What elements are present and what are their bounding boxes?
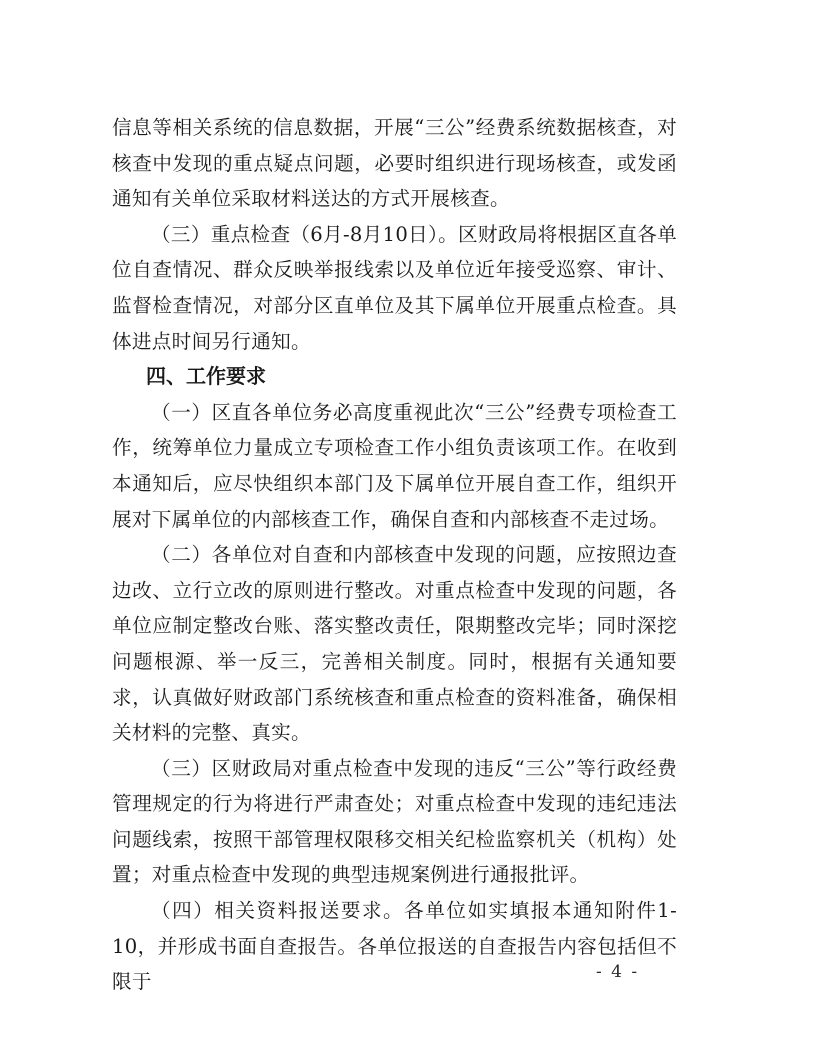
paragraph-requirement-3: （三）区财政局对重点检查中发现的违反“三公”等行政经费管理规定的行为将进行严肃查处；对重点检查中发现的违纪违法问题线索，按照干部管理权限移交相关纪检监察机关（机构）处置；对重点检查中发现的典型违规案例进行通报批评。 bbox=[112, 756, 677, 887]
paragraph-requirement-1: （一）区直各单位务必高度重视此次“三公”经费专项检查工作，统筹单位力量成立专项检查工作小组负责该项工作。在收到本通知后，应尽快组织本部门及下属单位开展自查工作，组织开展对下属单位的内部核查工作，确保自查和内部核查不走过场。 bbox=[112, 400, 677, 531]
paragraph-key-inspection: （三）重点检查（6月-8月10日）。区财政局将根据区直各单位自查情况、群众反映举报线索以及单位近年接受巡察、审计、监督检查情况，对部分区直单位及其下属单位开展重点检查。具体进点时间另行通知。 bbox=[112, 222, 677, 353]
paragraph-requirement-4: （四）相关资料报送要求。各单位如实填报本通知附件1-10，并形成书面自查报告。各单位报送的自查报告内容包括但不限于 bbox=[112, 899, 677, 994]
document-body bbox=[112, 110, 677, 1000]
page-number: - 4 - bbox=[596, 962, 640, 982]
section-heading-work-requirements: 四、工作要求 bbox=[146, 364, 266, 389]
paragraph-continuation: 信息等相关系统的信息数据，开展“三公”经费系统数据核查，对核查中发现的重点疑点问题，必要时组织进行现场核查，或发函通知有关单位采取材料送达的方式开展核查。 bbox=[112, 116, 677, 211]
paragraph-requirement-2: （二）各单位对自查和内部核查中发现的问题，应按照边查边改、立行立改的原则进行整改。对重点检查中发现的问题，各单位应制定整改台账、落实整改责任，限期整改完毕；同时深挖问题根源、举一反三，完善相关制度。同时，根据有关通知要求，认真做好财政部门系统核查和重点检查的资料准备，确保相关材料的完整、真实。 bbox=[112, 543, 677, 745]
